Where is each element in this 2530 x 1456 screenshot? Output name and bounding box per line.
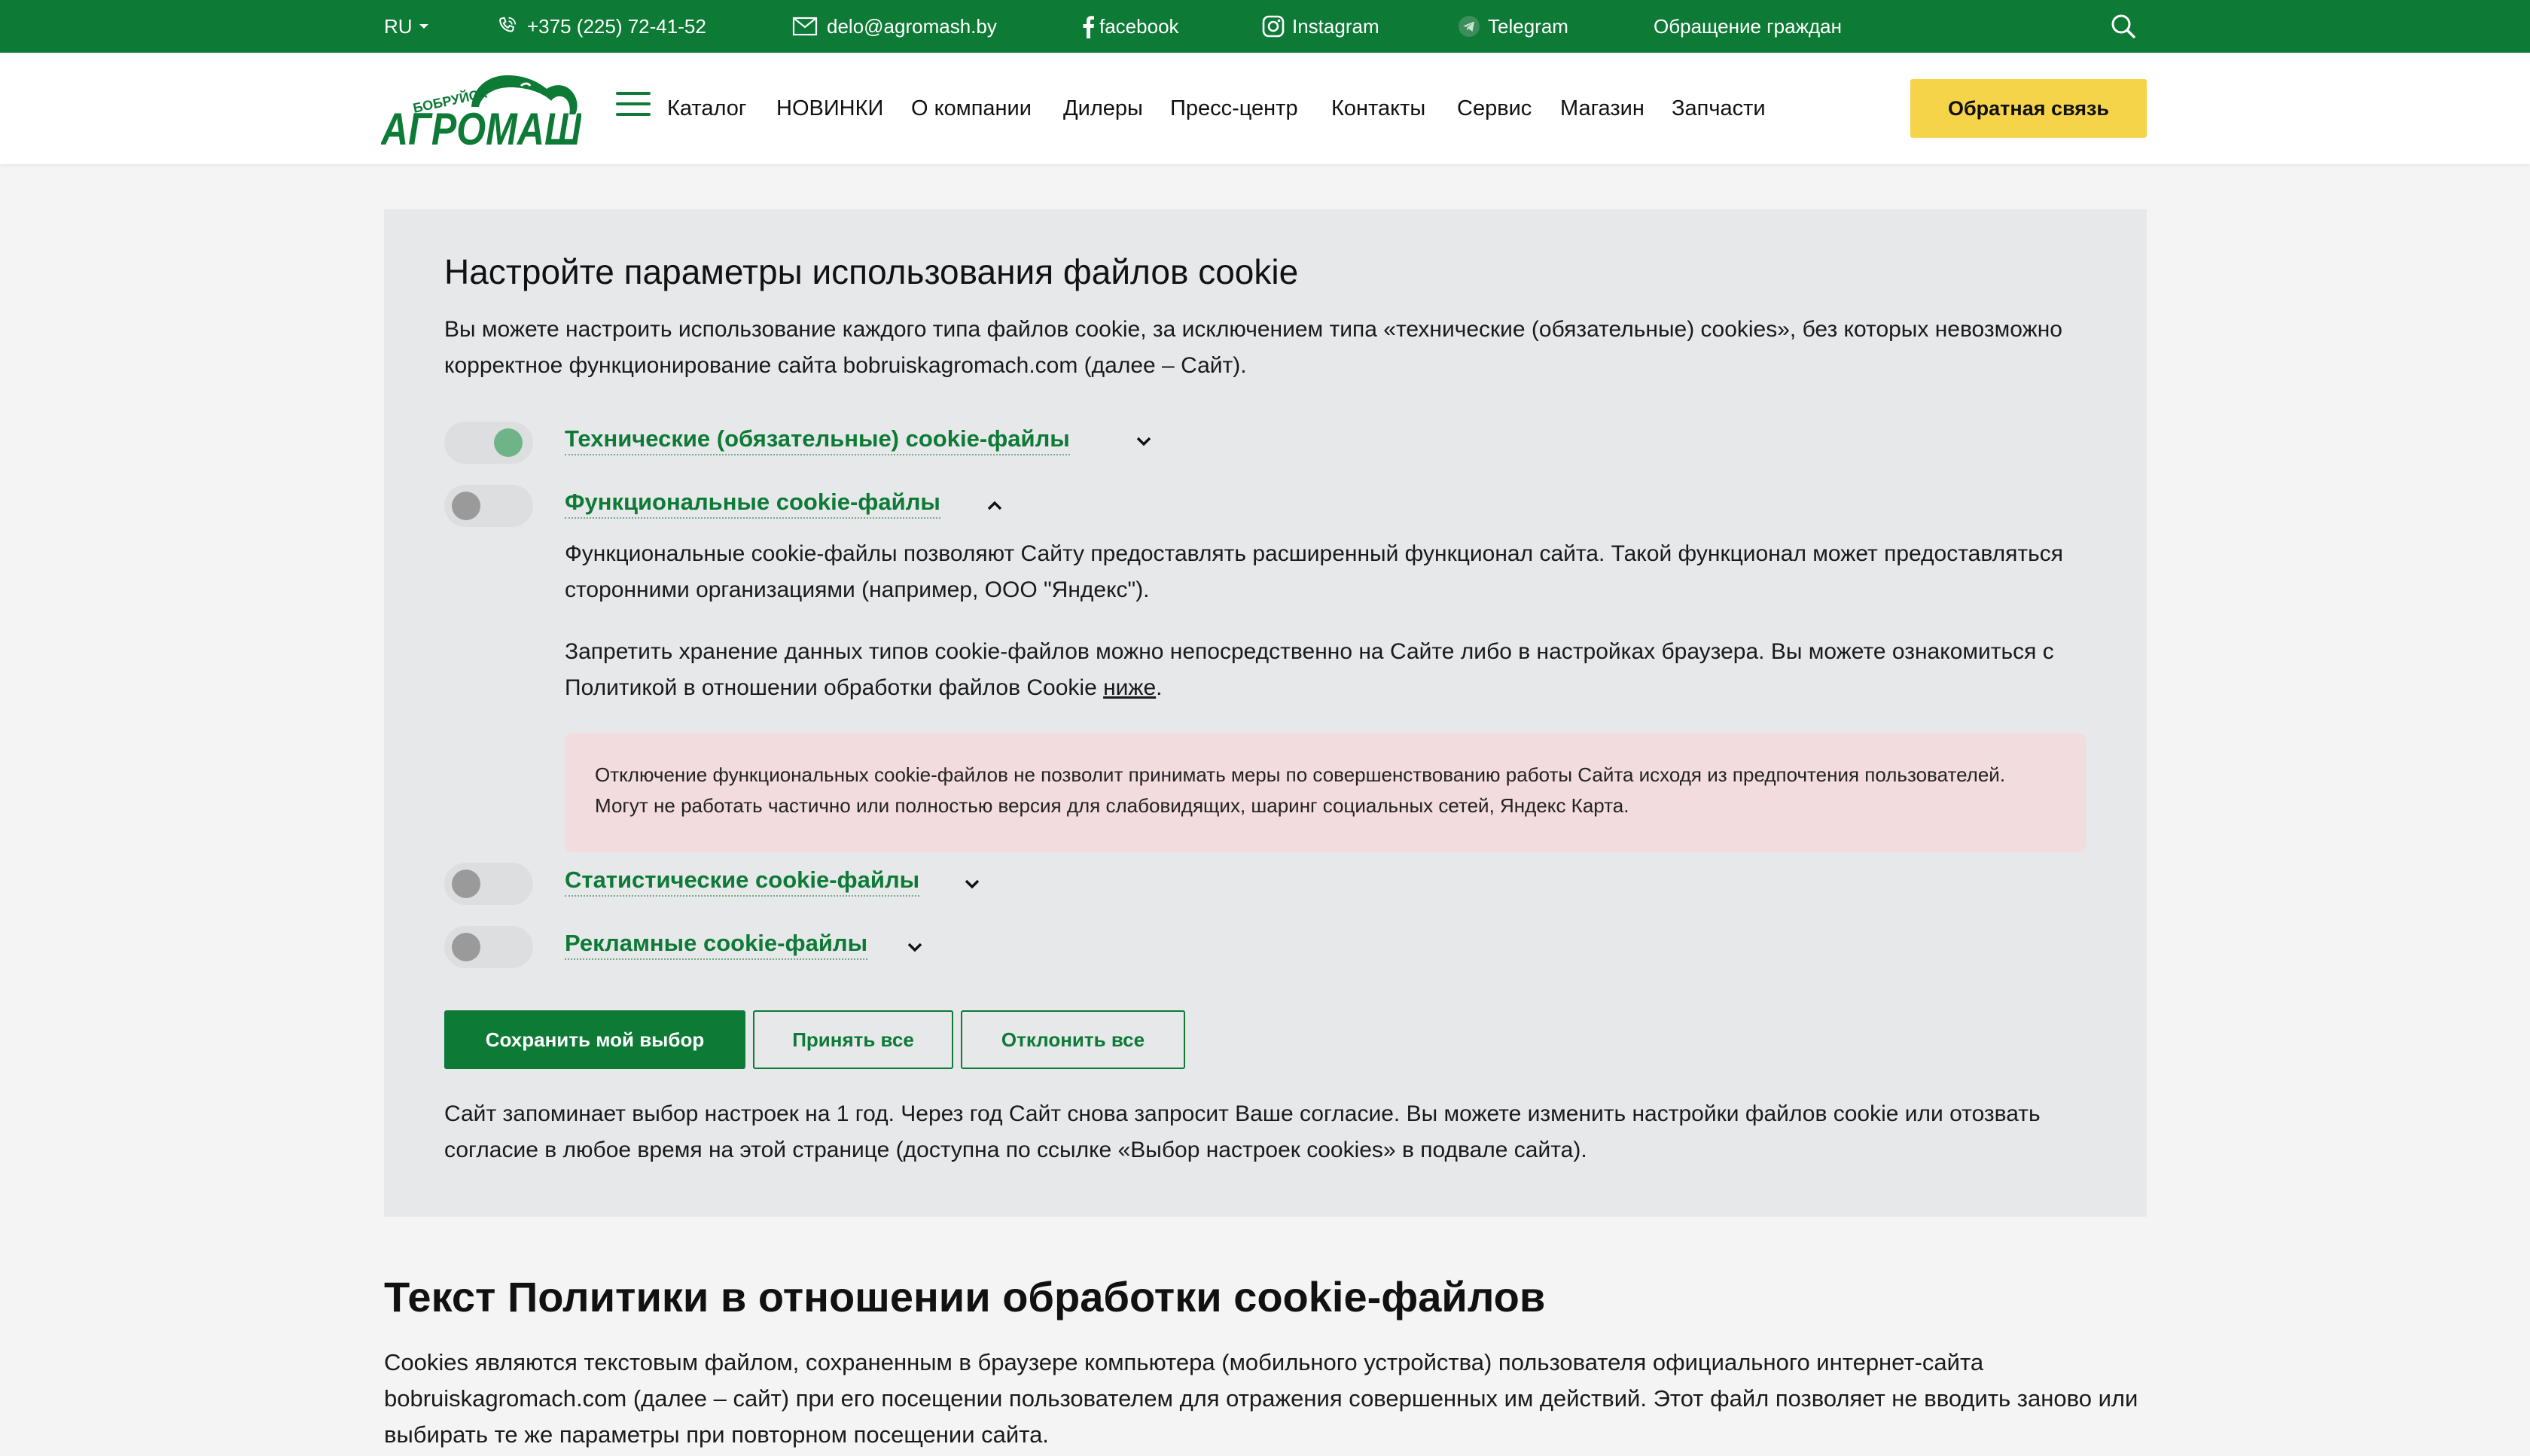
top-bar [0, 0, 2530, 53]
functional-description: Функциональные cookie-файлы позволяют Сайту предоставлять расширенный функционал сайта. Такой функционал может предоставляться сторонними организациями (например, ООО "Яндекс"). [565, 541, 2063, 602]
logo-big-text: АГРОМАШ [381, 104, 581, 148]
chevron-down-icon[interactable] [1135, 435, 1152, 447]
nav-service[interactable] [1457, 53, 1532, 164]
cookie-settings-panel [384, 209, 2147, 1217]
reject-all-button[interactable]: Отклонить все [961, 1010, 1185, 1069]
nav-shop[interactable] [1560, 53, 1644, 164]
telegram-icon [1458, 15, 1480, 38]
category-advertising-label[interactable]: Рекламные cookie-файлы [565, 929, 867, 960]
functional-description-2-text: Запретить хранение данных типов cookie-файлов можно непосредственно на Сайте либо в настройках браузера. Вы можете ознакомиться с Политикой в отношении обработки файлов Cookie [565, 639, 2054, 700]
citizen-appeal-link[interactable] [1654, 0, 1842, 53]
mail-icon [792, 17, 818, 36]
feedback-button[interactable]: Обратная связь [1910, 79, 2147, 138]
policy-text: Cookies являются текстовым файлом, сохраненным в браузере компьютера (мобильного устройства) пользователя официального интернет-сайта bobruiskagromach.com (далее – сайт) при его посещении пользователем для отражения совершенных им действий. Этот файл позволяет не вводить заново или выбирать те же параметры при повторном посещении сайта. [384, 1349, 2138, 1448]
instagram-link[interactable] [1262, 0, 1379, 53]
instagram-icon [1262, 15, 1285, 38]
telegram-link[interactable] [1458, 0, 1568, 53]
nav-new[interactable] [776, 53, 883, 164]
nav-shop-label: Магазин [1560, 96, 1644, 120]
toggle-knob [452, 870, 480, 898]
chevron-up-icon[interactable] [986, 500, 1003, 512]
functional-warning-text: Отключение функциональных cookie-файлов не позволит принимать меры по совершенствованию работы Сайта исходя из предпочтения пользователей. Могут не работать частично или полностью версия для слабовидящих, шаринг социальных сетей, Яндекс Карта. [595, 763, 2006, 817]
toggle-advertising[interactable] [444, 926, 533, 968]
phone-number: +375 (225) 72-41-52 [527, 14, 706, 38]
chevron-down-icon [419, 23, 429, 30]
search-icon [2110, 13, 2137, 40]
toggle-technical[interactable] [444, 422, 533, 464]
functional-warning [565, 733, 2086, 852]
accept-all-button[interactable]: Принять все [753, 1010, 953, 1069]
facebook-link[interactable] [1081, 0, 1179, 53]
chevron-down-icon[interactable] [964, 878, 980, 890]
phone-link[interactable] [495, 0, 706, 53]
language-label: RU [384, 14, 413, 38]
nav-about-label: О компании [911, 96, 1032, 120]
save-choice-button[interactable]: Сохранить мой выбор [444, 1010, 745, 1069]
toggle-knob [452, 933, 480, 961]
functional-description-2-end: . [1156, 675, 1163, 700]
email-link[interactable] [792, 0, 997, 53]
instagram-label: Instagram [1292, 14, 1379, 38]
functional-description-2 [565, 634, 2101, 706]
search-button[interactable] [2110, 0, 2137, 53]
nav-about[interactable] [911, 53, 1032, 164]
logo[interactable] [381, 69, 581, 148]
nav-new-label: НОВИНКИ [776, 96, 884, 120]
toggle-knob [452, 492, 480, 520]
category-functional-label[interactable]: Функциональные cookie-файлы [565, 488, 940, 519]
email-address: delo@agromash.by [827, 14, 997, 38]
category-technical-label[interactable]: Технические (обязательные) cookie-файлы [565, 425, 1070, 455]
main-header [0, 53, 2530, 164]
nav-contacts[interactable] [1331, 53, 1425, 164]
cookie-footer-note: Сайт запоминает выбор настроек на 1 год. Через год Сайт снова запросит Ваше согласие. Вы можете изменить настройки файлов cookie или отозвать согласие в любое время на этой странице (доступна по ссылке «Выбор настроек cookies» в подвале сайта). [444, 1101, 2041, 1162]
nav-catalog-label: Каталог [667, 96, 747, 120]
logo-small-text: БОБРУЙСК [411, 85, 489, 116]
toggle-functional[interactable] [444, 485, 533, 527]
menu-icon[interactable] [616, 92, 651, 122]
category-statistics-label[interactable]: Статистические cookie-файлы [565, 866, 919, 897]
nav-service-label: Сервис [1457, 96, 1532, 120]
nav-catalog[interactable] [667, 53, 746, 164]
citizen-appeal-label: Обращение граждан [1654, 14, 1842, 38]
cookie-settings-title: Настройте параметры использования файлов cookie [444, 252, 1299, 291]
toggle-knob [494, 428, 523, 457]
toggle-statistics[interactable] [444, 863, 533, 905]
chevron-down-icon[interactable] [907, 941, 923, 953]
facebook-label: facebook [1099, 14, 1179, 38]
telegram-label: Telegram [1488, 14, 1568, 38]
nav-contacts-label: Контакты [1331, 96, 1426, 120]
policy-below-link[interactable]: ниже [1103, 675, 1157, 700]
nav-press-label: Пресс-центр [1170, 96, 1298, 120]
policy-title: Текст Политики в отношении обработки cookie-файлов [384, 1273, 1546, 1320]
facebook-icon [1081, 14, 1095, 38]
nav-parts[interactable] [1672, 53, 1766, 164]
phone-icon [495, 15, 518, 38]
nav-parts-label: Запчасти [1672, 96, 1766, 120]
cookie-settings-intro: Вы можете настроить использование каждого типа файлов cookie, за исключением типа «технические (обязательные) cookies», без которых невозможно корректное функционирование сайта bobruiskagromach.com (далее – Сайт). [444, 317, 2062, 378]
language-selector[interactable] [384, 0, 429, 53]
nav-dealers[interactable] [1063, 53, 1143, 164]
nav-dealers-label: Дилеры [1063, 96, 1143, 120]
nav-press[interactable] [1170, 53, 1298, 164]
